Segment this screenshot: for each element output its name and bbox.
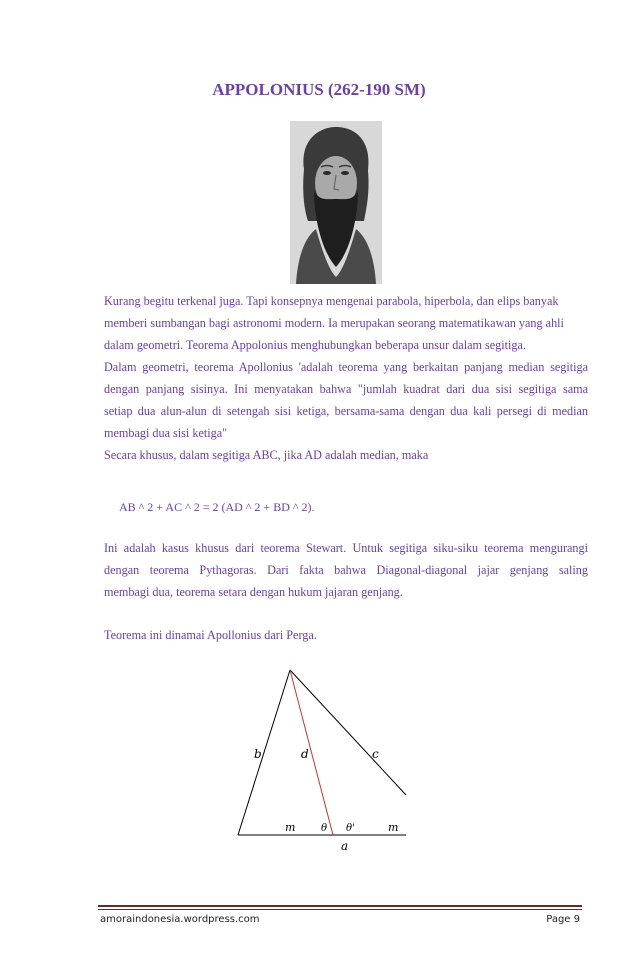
page-title: APPOLONIUS (262-190 SM): [212, 80, 426, 99]
paragraph-intro: [104, 291, 588, 357]
label-m-left: m: [285, 821, 296, 834]
triangle-diagram: [230, 660, 420, 865]
text-line: dengan teorema Pythagoras. Dari fakta bahwa Diagonal-diagonal jajar genjang saling: [104, 562, 588, 577]
text-line: setiap dua alun-alun di setengah sisi ketiga, bersama-sama dengan dua kali persegi di median: [104, 403, 588, 418]
footer-divider: [98, 905, 582, 907]
text-line: Ini adalah kasus khusus dari teorema Stewart. Untuk segitiga siku-siku teorema mengurangi: [104, 541, 588, 555]
label-c: c: [372, 747, 379, 761]
text-line: memberi sumbangan bagi astronomi modern. Ia merupakan seorang matematikawan yang ahli: [104, 315, 564, 330]
text-line: dalam geometri. Teorema Appolonius menghubungkan beberapa unsur dalam segitiga.: [104, 337, 526, 352]
median-d: [290, 670, 333, 835]
text-line: Teorema ini dinamai Apollonius dari Perga.: [104, 628, 317, 642]
paragraph-stewart: [104, 538, 588, 604]
formula: AB ^ 2 + AC ^ 2 = 2 (AD ^ 2 + BD ^ 2).: [119, 500, 315, 514]
paragraph-theorem: [104, 357, 588, 467]
portrait-image: [290, 121, 382, 284]
text-line: Kurang begitu terkenal juga. Tapi konsepnya mengenai parabola, hiperbola, dan elips banyak: [104, 294, 559, 308]
side-c: [290, 670, 406, 795]
footer-page-number: Page 9: [546, 914, 580, 925]
text-line: membagi dua sisi ketiga": [104, 425, 228, 440]
label-b: b: [254, 747, 262, 761]
footer-site: amoraindonesia.wordpress.com: [100, 914, 260, 925]
text-line: dengan panjang sisinya. Ini menyatakan bahwa "jumlah kuadrat dari dua sisi segitiga sama: [104, 381, 588, 396]
label-d: d: [301, 747, 309, 761]
label-theta-prime: θ': [346, 823, 355, 834]
label-theta: θ: [321, 823, 328, 834]
paragraph-naming: [104, 625, 588, 647]
text-line: Secara khusus, dalam segitiga ABC, jika AD adalah median, maka: [104, 447, 429, 462]
footer-divider-thin: [98, 909, 582, 910]
text-line: membagi dua, teorema setara dengan hukum jajaran genjang.: [104, 584, 403, 599]
label-a: a: [341, 839, 349, 853]
label-m-right: m: [388, 821, 399, 834]
side-b: [238, 670, 290, 835]
text-line: Dalam geometri, teorema Apollonius 'adalah teorema yang berkaitan panjang median segitiga: [104, 360, 588, 374]
